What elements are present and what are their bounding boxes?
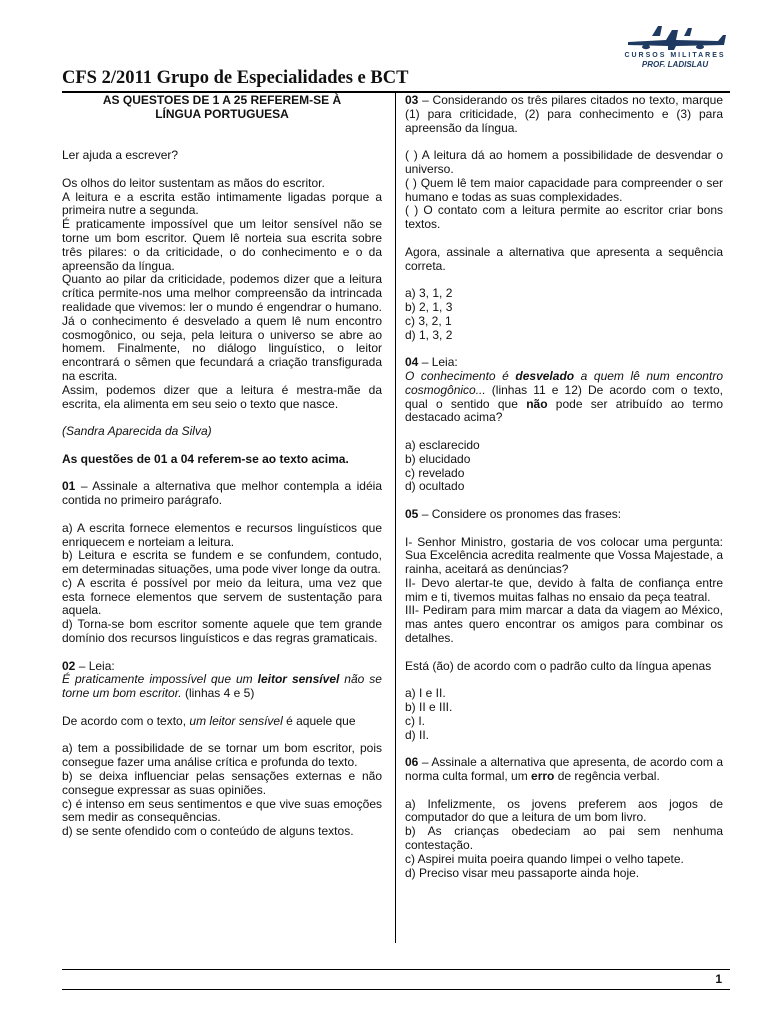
question-04 [405,356,723,370]
option-d: d) Torna-se bom escritor somente aquele que tem grande domínio dos recursos linguísticos e das regras gramaticais. [62,617,382,646]
question-stem: – Considerando os três pilares citados no texto, marque (1) para criticidade, (2) para conhecimento e (3) para apreensão da língua. [405,93,723,135]
option-a: a) 3, 1, 2 [405,286,453,301]
option-a: a) tem a possibilidade de se tornar um bom escritor, pois consegue fazer uma análise crítica e profunda do texto. [62,741,382,770]
stem-bold: erro [531,769,555,784]
option-c: c) I. [405,713,425,728]
option-a: a) I e II. [405,686,446,701]
option-d: d) Preciso visar meu passaporte ainda hoje. [405,865,640,880]
sentence-ii: II- Devo alertar-te que, devido à falta de confiança entre mim e ti, tivemos muitas falhas no ensaio da peça teatral. [405,575,723,604]
option-a: a) A escrita fornece elementos e recursos linguísticos que enriquecem e norteiam a leitura. [62,520,382,549]
footer-divider [62,969,730,970]
quote-highlight: desvelado [515,368,575,383]
quote-highlight: leitor sensível [257,672,340,687]
stem-bold: não [526,396,548,411]
question-number: 01 [62,479,76,494]
stem-text: pode ser atribuído ao termo destacado acima? [405,396,723,425]
stem-italic: um leitor sensível [189,713,283,728]
statement-2: ( ) Quem lê tem maior capacidade para compreender o ser humano e todas as suas complexidades. [405,175,723,204]
question-stem: – Considere os pronomes das frases: [418,506,622,521]
footer-divider-bottom [62,989,730,990]
page-title: CFS 2/2011 Grupo de Especialidades e BCT [62,68,409,88]
sentence-iii: III- Pediram para mim marcar a data da viagem ao México, mas antes quero encontrar os amigos para combinar os detalhes. [405,603,723,646]
stem-text: De acordo com o texto, [62,713,190,728]
question-06 [405,756,723,784]
question-05 [405,508,723,522]
stem-text: é aquele que [282,713,356,728]
question-lead: – Leia: [75,658,115,673]
sentence-i: I- Senhor Ministro, gostaria de vos colocar uma pergunta: Sua Excelência acredita realmente que Vossa Majestade, a rainha, aceitará as denúncias? [405,534,723,577]
question-number: 06 [405,755,419,770]
stem-text: de regência verbal. [554,769,660,784]
question-lead: – Leia: [418,355,458,370]
option-c: c) A escrita é possível por meio da leitura, uma vez que esta fornece elementos que servem de sustentação para aquela. [62,575,382,618]
question-number: 04 [405,355,419,370]
option-c: c) 3, 2, 1 [405,313,452,328]
logo [622,16,728,74]
quote-text: não se torne um bom escritor. [62,672,382,701]
text-paragraph-2: A leitura e a escrita estão intimamente ligadas porque a primeira nutre a segunda. [62,189,382,218]
option-b: b) As crianças obedeciam ao pai sem nenhuma contestação. [405,824,723,853]
quote-lines: (linhas 4 e 5) [181,686,255,701]
questions-instruction: As questões de 01 a 04 referem-se ao texto acima. [62,451,349,466]
text-paragraph-4: Quanto ao pilar da criticidade, podemos dizer que a leitura crítica permite-nos uma melhor compreensão da intrincada realidade que vivemos: ler o mundo é engendrar o humano. Já o conhecimento é desvelado a quem lê num encontro cosmogônico, ou seja, pela leitura o universo se abre ao homem. Finalmente, no diálogo linguístico, o leitor encontrará o sêmen que fecundará a criação transfigurada na escrita. [62,272,382,383]
option-a: a) esclarecido [405,437,480,452]
statement-1: ( ) A leitura dá ao homem a possibilidade de desvendar o universo. [405,148,723,176]
column-divider [395,93,396,943]
question-number: 03 [405,93,419,107]
option-d: d) ocultado [405,479,465,494]
quote-text: a quem lê num encontro cosmogônico... [405,368,723,397]
question-stem [62,715,382,729]
option-d: d) 1, 3, 2 [405,327,453,342]
section-heading-line-2: LÍNGUA PORTUGUESA [155,106,289,121]
question-03 [405,94,723,135]
statement-3: ( ) O contato com a leitura permite ao escritor criar bons textos. [405,203,723,232]
question-number: 02 [62,658,76,673]
option-c: c) Aspirei muita poeira quando limpei o velho tapete. [405,851,684,866]
airplane-icon [622,16,728,52]
text-title: Ler ajuda a escrever? [62,148,179,163]
left-column [62,94,382,839]
text-author: (Sandra Aparecida da Silva) [62,424,212,439]
option-d: d) II. [405,727,430,742]
option-d: d) se sente ofendido com o conteúdo de alguns textos. [62,824,354,839]
question-stem: – Assinale a alternativa que melhor contempla a idéia contida no primeiro parágrafo. [62,479,382,508]
stem-text: (linhas 11 e 12) De acordo com o texto, qual o sentido que [405,382,723,411]
option-c: c) é intenso em seus sentimentos e que vive suas emoções sem medir as consequências. [62,796,382,825]
page-number: 1 [715,972,722,986]
right-column [405,94,723,880]
section-heading-line-1: AS QUESTOES DE 1 A 25 REFEREM-SE À [102,93,342,107]
option-b: b) se deixa influenciar pelas sensações externas e não consegue expressar as suas opiniões. [62,769,382,797]
question-number: 05 [405,506,419,521]
question-instruction: Está (ão) de acordo com o padrão culto da língua apenas [405,658,712,673]
option-b: b) II e III. [405,700,453,715]
logo-line-2: PROF. LADISLAU [641,60,709,69]
question-instruction: Agora, assinale a alternativa que apresenta a sequência correta. [405,244,723,273]
option-a: a) Infelizmente, os jovens preferem aos jogos de computador do que a leitura de um bom livro. [405,796,723,825]
text-paragraph-3: É praticamente impossível que um leitor sensível não se torne um bom escritor. Quem lê norteia sua escrita sobre três pilares: o da criticidade, o do conhecimento e o da apreensão da língua. [62,217,382,273]
logo-line-1: CURSOS MILITARES [624,52,726,59]
stem-text: – Assinale a alternativa que apresenta, de acordo com a norma culta formal, um [405,755,723,784]
quote-text: É praticamente impossível que um [62,672,258,687]
question-quote [62,673,382,701]
text-paragraph-5: Assim, podemos dizer que a leitura é mestra-mãe da escrita, ela alimenta em seu seio o texto que nasce. [62,382,382,411]
option-b: b) elucidado [405,451,471,466]
quote-text: O conhecimento é [405,368,516,383]
question-quote [405,370,723,425]
option-c: c) revelado [405,465,465,480]
option-b: b) 2, 1, 3 [405,299,453,314]
text-paragraph-1: Os olhos do leitor sustentam as mãos do escritor. [62,175,325,190]
option-b: b) Leitura e escrita se fundem e se confundem, contudo, em determinadas situações, uma pode viver longe da outra. [62,548,382,577]
question-01 [62,480,382,508]
